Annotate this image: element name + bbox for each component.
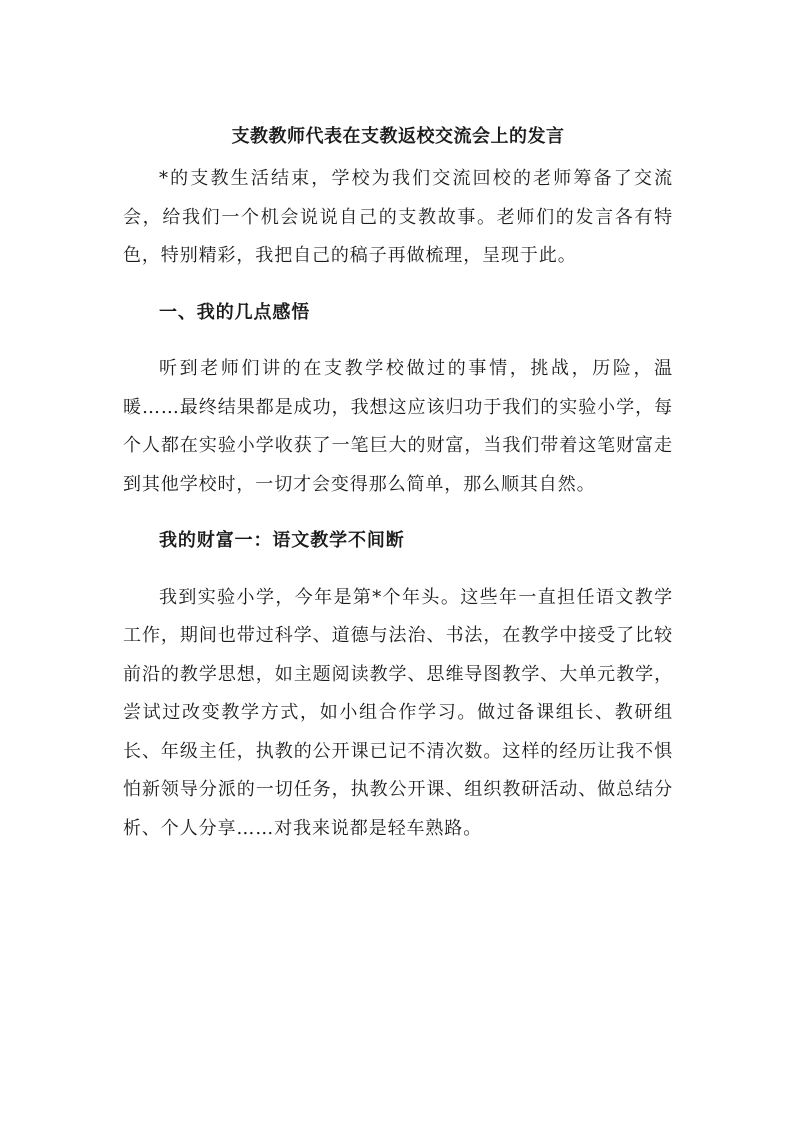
document-title: 支教教师代表在支教返校交流会上的发言 [231, 126, 565, 147]
document-page [123, 120, 673, 848]
spacer [123, 504, 673, 522]
spacer [123, 276, 673, 294]
spacer [123, 332, 673, 350]
intro-paragraph: *的支教生活结束，学校为我们交流回校的老师筹备了交流会，给我们一个机会说说自己的支教故事。老师们的发言各有特色，特别精彩，我把自己的稿子再做梳理，呈现于此。 [123, 168, 673, 266]
subheading-wealth-one: 我的财富一：语文教学不间断 [159, 530, 405, 551]
reflections-paragraph: 听到老师们讲的在支教学校做过的事情，挑战，历险，温暖……最终结果都是成功，我想这应该归功于我们的实验小学，每个人都在实验小学收获了一笔巨大的财富，当我们带着这笔财富走到其他学校时，一切才会变得那么简单，那么顺其自然。 [123, 358, 673, 495]
section-heading-reflections: 一、我的几点感悟 [159, 301, 311, 323]
spacer [123, 561, 673, 579]
wealth-one-paragraph: 我到实验小学，今年是第*个年头。这些年一直担任语文教学工作，期间也带过科学、道德与法治、书法，在教学中接受了比较前沿的教学思想，如主题阅读教学、思维导图教学、大单元教学，尝试过改变教学方式，如小组合作学习。做过备课组长、教研组长、年级主任，执教的公开课已记不清次数。这样的经历让我不惧怕新领导分派的一切任务，执教公开课、组织教研活动、做总结分析、个人分享……对我来说都是轻车熟路。 [123, 586, 673, 839]
